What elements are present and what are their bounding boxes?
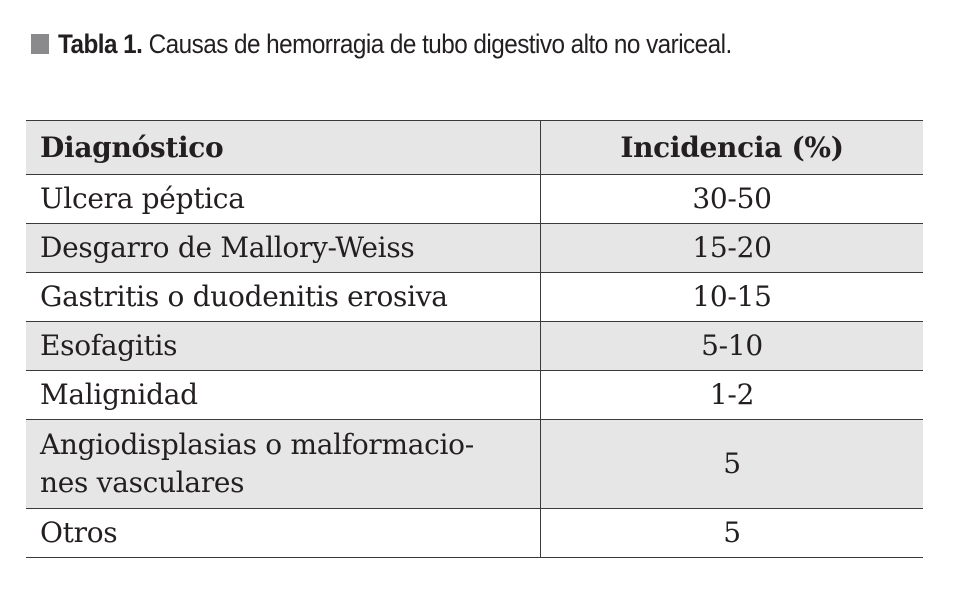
table-row [26,273,923,322]
table-row [26,175,923,224]
table-caption [31,26,732,62]
header-incidence: Incidencia (%) [541,121,924,175]
incidence-cell: 5-10 [541,322,924,371]
incidence-cell: 30-50 [541,175,924,224]
table-header-row [26,121,923,175]
diagnosis-line: nes vasculares [40,466,245,499]
diagnosis-cell: Gastritis o duodenitis erosiva [26,273,541,322]
table-row [26,509,923,558]
diagnosis-cell: Malignidad [26,371,541,420]
table-row [26,224,923,273]
incidence-cell: 5 [541,509,924,558]
diagnosis-cell: Esofagitis [26,322,541,371]
diagnosis-cell: Desgarro de Mallory-Weiss [26,224,541,273]
diagnosis-cell: Otros [26,509,541,558]
incidence-cell: 10-15 [541,273,924,322]
causes-table [26,120,923,558]
incidence-cell: 15-20 [541,224,924,273]
caption-square-icon [31,34,49,54]
header-diagnosis: Diagnóstico [26,121,541,175]
table-row [26,322,923,371]
incidence-cell: 1-2 [541,371,924,420]
diagnosis-cell [26,420,541,509]
incidence-cell: 5 [541,420,924,509]
caption-text: Causas de hemorragia de tubo digestivo alto no variceal. [148,28,732,59]
caption-label: Tabla 1. [58,28,143,59]
table-row [26,371,923,420]
diagnosis-cell: Ulcera péptica [26,175,541,224]
table-row [26,420,923,509]
diagnosis-line: Angiodisplasias o malformacio- [40,428,474,461]
